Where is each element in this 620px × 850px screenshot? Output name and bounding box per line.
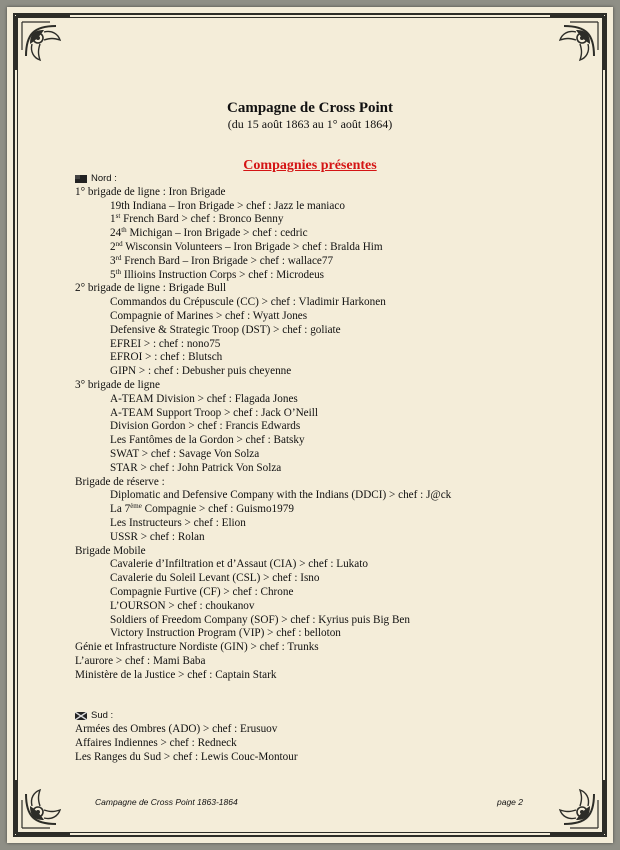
list-item-text: L’OURSON > chef : choukanov	[110, 599, 255, 612]
list-item	[75, 420, 555, 434]
confederate-flag-icon	[75, 712, 87, 720]
list-item-text: Brigade de réserve :	[75, 475, 165, 488]
company-list	[75, 172, 555, 765]
list-item-text: Commandos du Crépuscule (CC) > chef : Vladimir Harkonen	[110, 296, 386, 309]
ordinal-suffix: th	[115, 267, 122, 276]
group-heading	[75, 655, 555, 669]
list-item	[75, 296, 555, 310]
list-item-text: Cavalerie d’Infiltration et d’Assaut (CIA) > chef : Lukato	[110, 558, 368, 571]
list-item-text: Soldiers of Freedom Company (SOF) > chef : Kyrius puis Big Ben	[110, 613, 410, 626]
list-item-text: A-TEAM Support Troop > chef : Jack O’Neill	[110, 406, 318, 419]
list-item	[75, 586, 555, 600]
list-item	[75, 503, 555, 517]
nord-label: Nord :	[91, 173, 117, 184]
list-item-text: A-TEAM Division > chef : Flagada Jones	[110, 392, 298, 405]
list-item-text: Wisconsin Volunteers – Iron Brigade > chef : Bralda Him	[122, 240, 383, 253]
nord-heading	[75, 172, 555, 186]
ordinal-suffix: th	[121, 226, 127, 235]
ordinal-suffix: rd	[115, 253, 122, 262]
list-item	[75, 627, 555, 641]
list-item-text: 3° brigade de ligne	[75, 378, 160, 391]
list-item	[75, 213, 555, 227]
list-item	[75, 558, 555, 572]
list-item	[75, 255, 555, 269]
ordinal-suffix: nd	[115, 239, 123, 248]
list-item-text: 1° brigade de ligne : Iron Brigade	[75, 185, 226, 198]
list-item-text: Diplomatic and Defensive Company with the Indians (DDCI) > chef : J@ck	[110, 489, 452, 502]
list-item-text: Brigade Mobile	[75, 544, 146, 557]
list-item-text: Compagnie Furtive (CF) > chef : Chrone	[110, 585, 294, 598]
list-item-text: French Bard > chef : Bronco Benny	[120, 213, 284, 226]
ordinal-suffix: st	[115, 212, 121, 221]
ordinal-suffix: ème	[130, 502, 142, 511]
list-item	[75, 600, 555, 614]
footer-document-title: Campagne de Cross Point 1863-1864	[95, 797, 238, 807]
ornament-icon	[544, 774, 610, 840]
list-item-text: Michigan – Iron Brigade > chef : cedric	[126, 227, 308, 240]
list-item	[75, 434, 555, 448]
list-item-text: Armées des Ombres (ADO) > chef : Erusuov	[75, 723, 278, 736]
list-item	[75, 614, 555, 628]
ornament-icon	[544, 10, 610, 76]
corner-ornament-bottom-left	[10, 774, 76, 840]
list-item-text: Victory Instruction Program (VIP) > chef : belloton	[110, 627, 341, 640]
ornament-icon	[10, 10, 76, 76]
list-item-text: 2° brigade de ligne : Brigade Bull	[75, 282, 227, 295]
list-item-text: EFROI > : chef : Blutsch	[110, 351, 223, 364]
group-heading	[75, 186, 555, 200]
section-title: Compagnies présentes	[243, 158, 377, 173]
list-item	[75, 531, 555, 545]
list-item-text: EFREI > : chef : nono75	[110, 337, 221, 350]
page-subtitle: (du 15 août 1863 au 1° août 1864)	[227, 117, 393, 131]
group-heading	[75, 379, 555, 393]
footer-page-number: page 2	[497, 797, 523, 807]
group-heading	[75, 545, 555, 559]
page-title: Campagne de Cross Point	[227, 100, 393, 116]
nord-company-list	[75, 186, 555, 683]
list-item	[75, 310, 555, 324]
corner-ornament-bottom-right	[544, 774, 610, 840]
group-heading	[75, 282, 555, 296]
list-item-text: Compagnie > chef : Guismo1979	[141, 503, 294, 516]
ordinal-number: La 7	[110, 503, 131, 516]
group-heading	[75, 737, 555, 751]
list-item	[75, 517, 555, 531]
list-item	[75, 200, 555, 214]
ordinal-number: 1	[110, 213, 116, 226]
sud-company-list	[75, 723, 555, 764]
ordinal-number: 5	[110, 268, 116, 281]
list-item	[75, 393, 555, 407]
list-item-text: Defensive & Strategic Troop (DST) > chef : goliate	[110, 323, 341, 336]
list-item-text: Division Gordon > chef : Francis Edwards	[110, 420, 301, 433]
list-item-text: French Bard – Iron Brigade > chef : wallace77	[121, 254, 334, 267]
section-spacer	[75, 682, 555, 709]
list-item-text: Affaires Indiennes > chef : Redneck	[75, 737, 237, 750]
list-item-text: GIPN > : chef : Debusher puis cheyenne	[110, 365, 292, 378]
list-item	[75, 227, 555, 241]
list-item	[75, 462, 555, 476]
sud-label: Sud :	[91, 710, 114, 722]
ordinal-number: 3	[110, 254, 116, 267]
sud-heading	[75, 709, 555, 723]
list-item-text: Les Ranges du Sud > chef : Lewis Couc-Montour	[75, 750, 298, 763]
list-item-text: Ministère de la Justice > chef : Captain Stark	[75, 668, 277, 681]
list-item-text: STAR > chef : John Patrick Von Solza	[110, 461, 282, 474]
list-item-text: Illioins Instruction Corps > chef : Microdeus	[121, 268, 325, 281]
list-item	[75, 365, 555, 379]
list-item	[75, 489, 555, 503]
ornament-icon	[10, 774, 76, 840]
group-heading	[75, 476, 555, 490]
list-item	[75, 269, 555, 283]
list-item-text: Compagnie of Marines > chef : Wyatt Jones	[110, 309, 308, 322]
list-item	[75, 338, 555, 352]
union-flag-icon	[75, 175, 87, 183]
list-item-text: USSR > chef : Rolan	[110, 530, 205, 543]
group-heading	[75, 641, 555, 655]
list-item-text: Génie et Infrastructure Nordiste (GIN) > chef : Trunks	[75, 641, 319, 654]
corner-ornament-top-right	[544, 10, 610, 76]
group-heading	[75, 669, 555, 683]
list-item-text: 19th Indiana – Iron Brigade > chef : Jazz le maniaco	[110, 199, 345, 212]
list-item	[75, 351, 555, 365]
list-item	[75, 241, 555, 255]
list-item-text: SWAT > chef : Savage Von Solza	[110, 447, 260, 460]
list-item-text: Les Instructeurs > chef : Elion	[110, 516, 246, 529]
list-item-text: Cavalerie du Soleil Levant (CSL) > chef : Isno	[110, 572, 320, 585]
list-item	[75, 407, 555, 421]
list-item	[75, 448, 555, 462]
ordinal-number: 2	[110, 240, 116, 253]
list-item-text: Les Fantômes de la Gordon > chef : Batsky	[110, 434, 305, 447]
ordinal-number: 24	[110, 227, 122, 240]
list-item	[75, 324, 555, 338]
group-heading	[75, 723, 555, 737]
list-item-text: L’aurore > chef : Mami Baba	[75, 654, 206, 667]
list-item	[75, 572, 555, 586]
group-heading	[75, 751, 555, 765]
corner-ornament-top-left	[10, 10, 76, 76]
